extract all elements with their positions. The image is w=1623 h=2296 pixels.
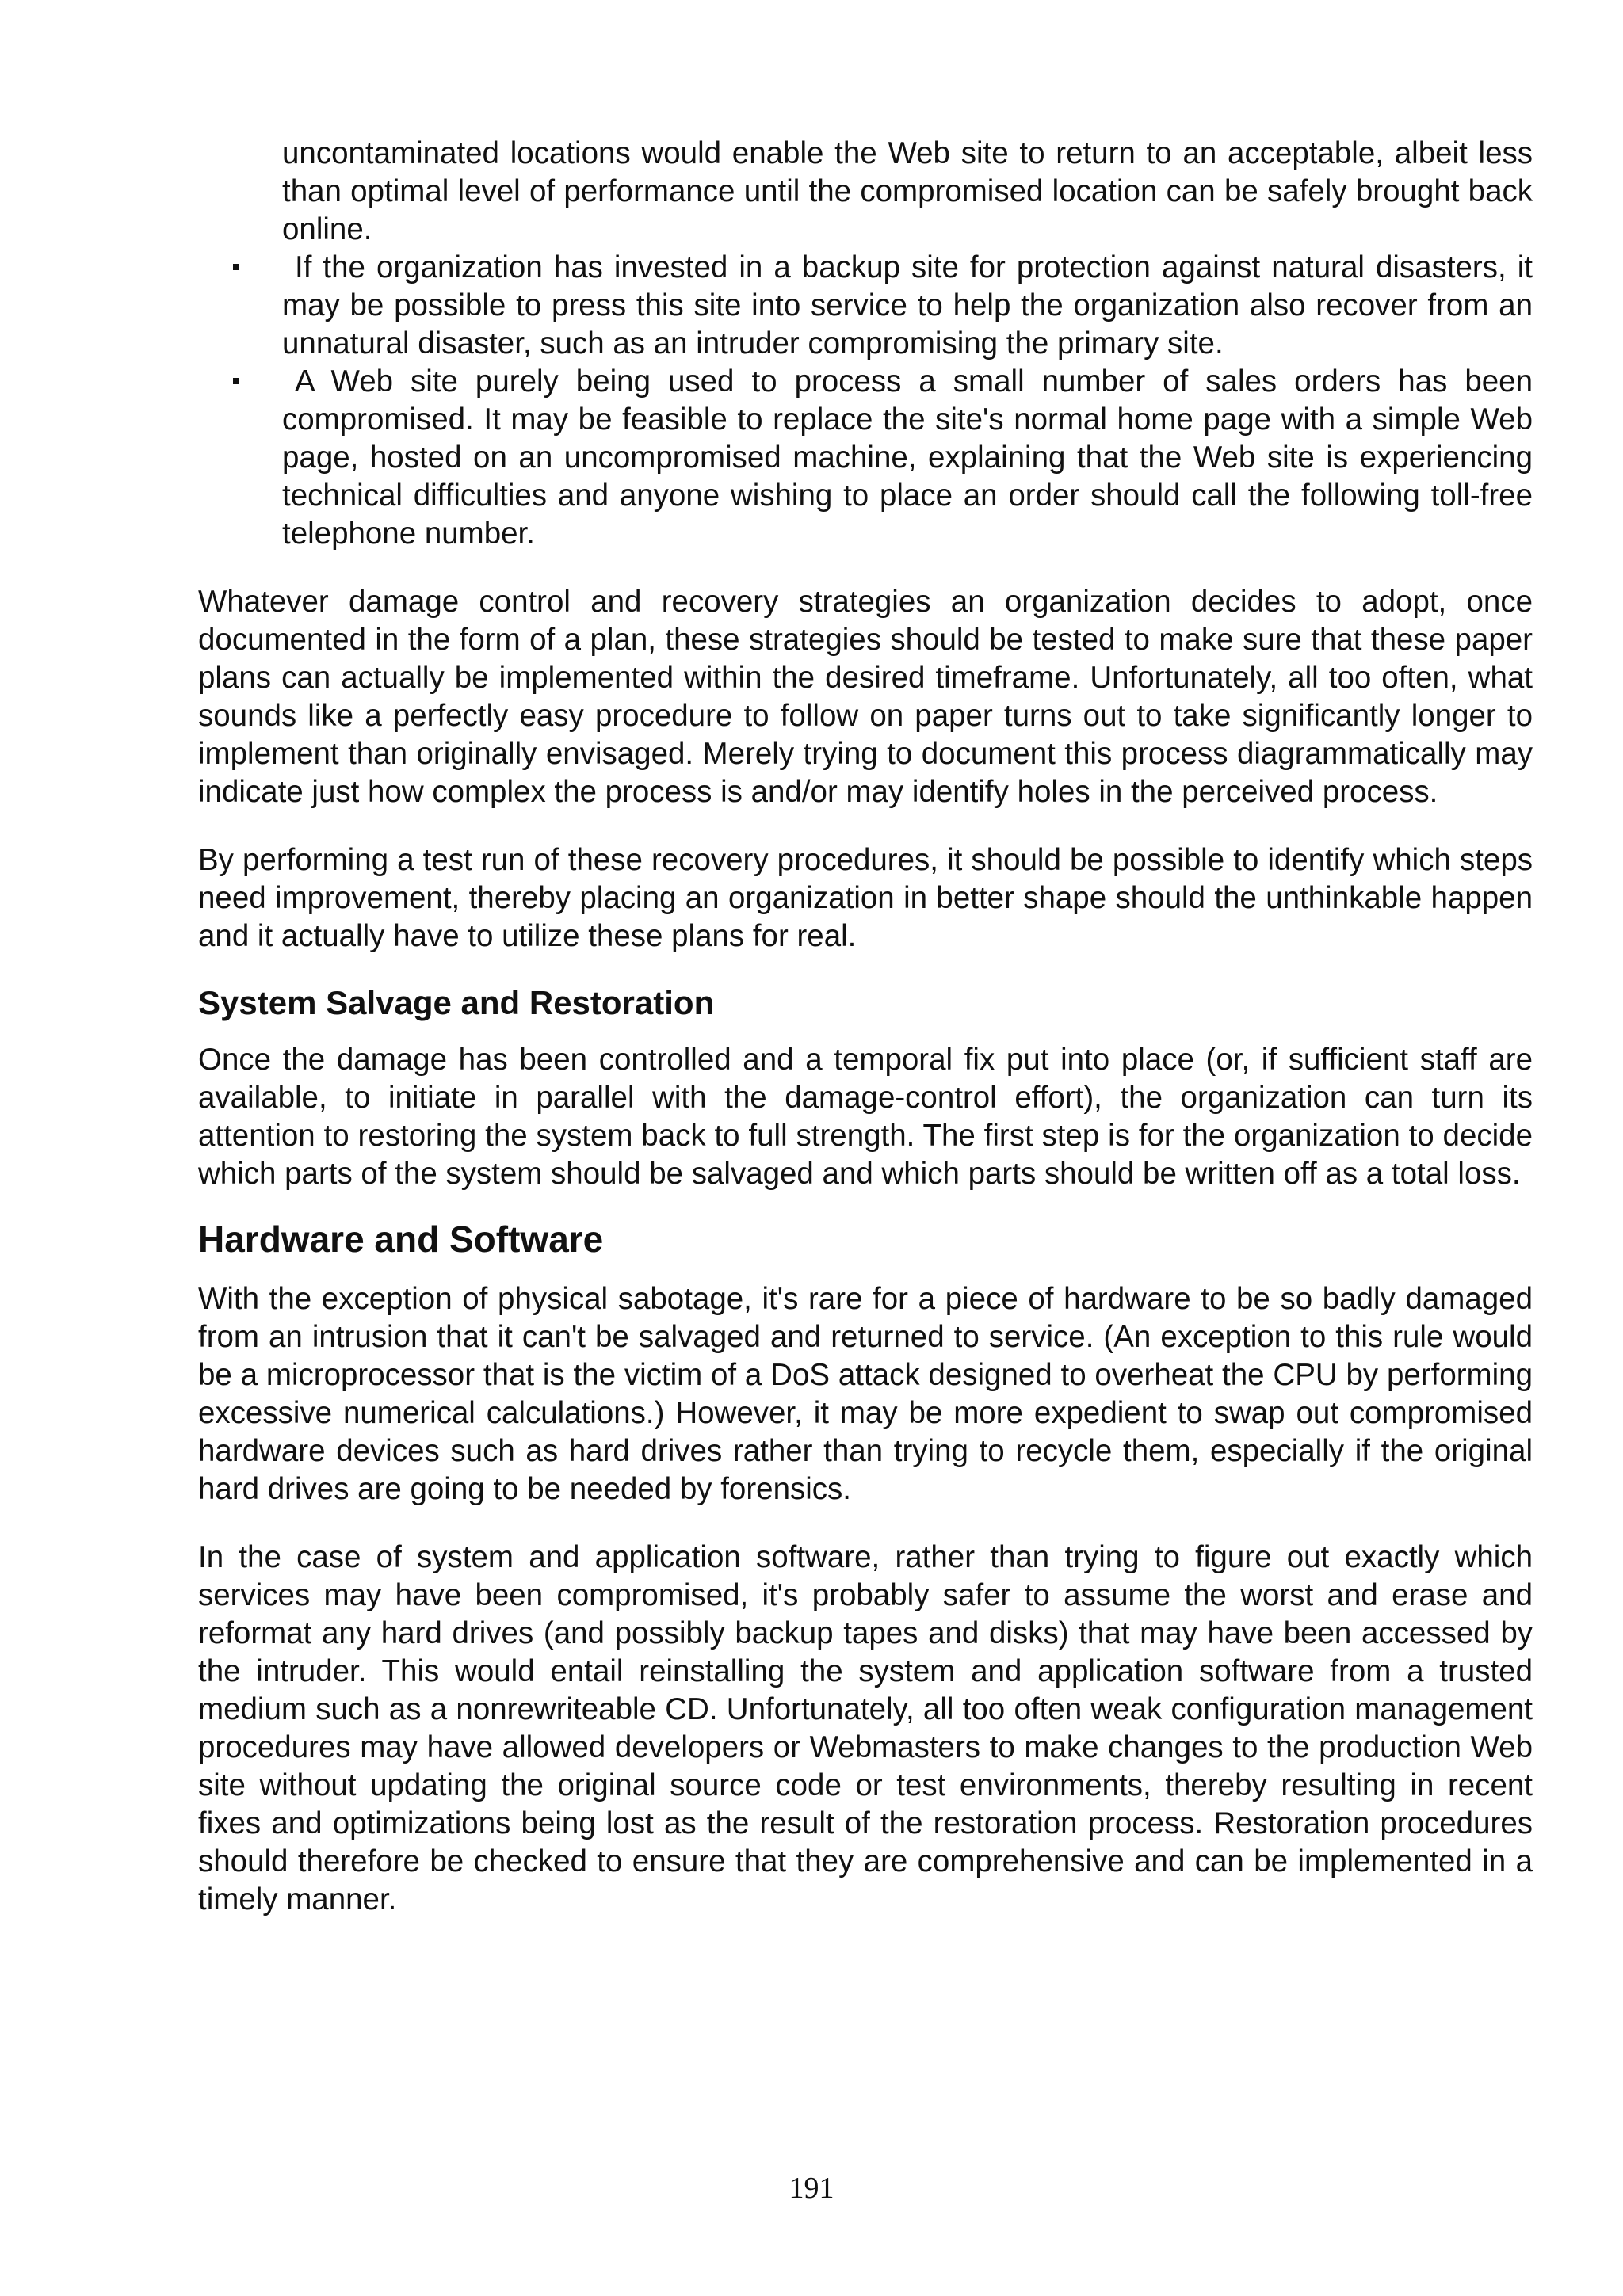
square-bullet-icon [233,378,239,384]
bullet-list [198,249,1533,553]
page-number: 191 [789,2172,834,2205]
bullet-text: If the organization has invested in a backup site for protection against natural disasters, it may be possible to press this site into service to help the organization also recover from an unnatural disaster, such as an intruder compromising the primary site. [282,250,1533,360]
square-bullet-icon [233,264,239,270]
section-heading-salvage: System Salvage and Restoration [198,984,715,1021]
list-item [198,249,1533,363]
paragraph-testing-strategies: Whatever damage control and recovery strategies an organization decides to adopt, once documented in the form of a plan, these strategies should be tested to make sure that these paper plans can actually be implemented within the desired timeframe. Unfortunately, all too often, what sounds like a perfectly easy procedure to follow on paper turns out to take significantly longer to implement than originally envisaged. Merely trying to document this process diagrammatically may indicate just how complex the process is and/or may identify holes in the perceived process. [198,585,1533,809]
list-item [198,363,1533,553]
paragraph-damage-controlled: Once the damage has been controlled and a temporal fix put into place (or, if sufficient staff are available, to initiate in parallel with the damage-control effort), the organization can turn its attention to restoring the system back to full strength. The first step is for the organization to decide which parts of the system should be salvaged and which parts should be written off as a total loss. [198,1043,1533,1191]
section-heading-hardware-software: Hardware and Software [198,1219,604,1260]
paragraph-hardware: With the exception of physical sabotage, it's rare for a piece of hardware to be so badly damaged from an intrusion that it can't be salvaged and returned to service. (An exception to this rule would be a microprocessor that is the victim of a DoS attack designed to overheat the CPU by performing excessive numerical calculations.) However, it may be more expedient to swap out compromised hardware devices such as hard drives rather than trying to recycle them, especially if the original hard drives are going to be needed by forensics. [198,1282,1533,1506]
paragraph-software: In the case of system and application software, rather than trying to figure out exactly which services may have been compromised, it's probably safer to assume the worst and erase and reformat any hard drives (and possibly backup tapes and disks) that may have been accessed by the intruder. This would entail reinstalling the system and application software from a trusted medium such as a nonrewriteable CD. Unfortunately, all too often weak configuration management procedures may have allowed developers or Webmasters to make changes to the production Web site without updating the original source code or test environments, thereby resulting in recent fixes and optimizations being lost as the result of the restoration process. Restoration procedures should therefore be checked to ensure that they are comprehensive and can be implemented in a timely manner. [198,1540,1533,1917]
paragraph-test-run: By performing a test run of these recovery procedures, it should be possible to identify which steps need improvement, thereby placing an organization in better shape should the unthinkable happen and it actually have to utilize these plans for real. [198,843,1533,953]
document-page [198,135,1533,1919]
continuation-paragraph: uncontaminated locations would enable the Web site to return to an acceptable, albeit less than optimal level of performance until the compromised location can be safely brought back online. [282,136,1533,246]
bullet-text: A Web site purely being used to process a small number of sales orders has been compromised. It may be feasible to replace the site's normal home page with a simple Web page, hosted on an uncompromised machine, explaining that the Web site is experiencing technical difficulties and anyone wishing to place an order should call the following toll-free telephone number. [282,364,1533,551]
